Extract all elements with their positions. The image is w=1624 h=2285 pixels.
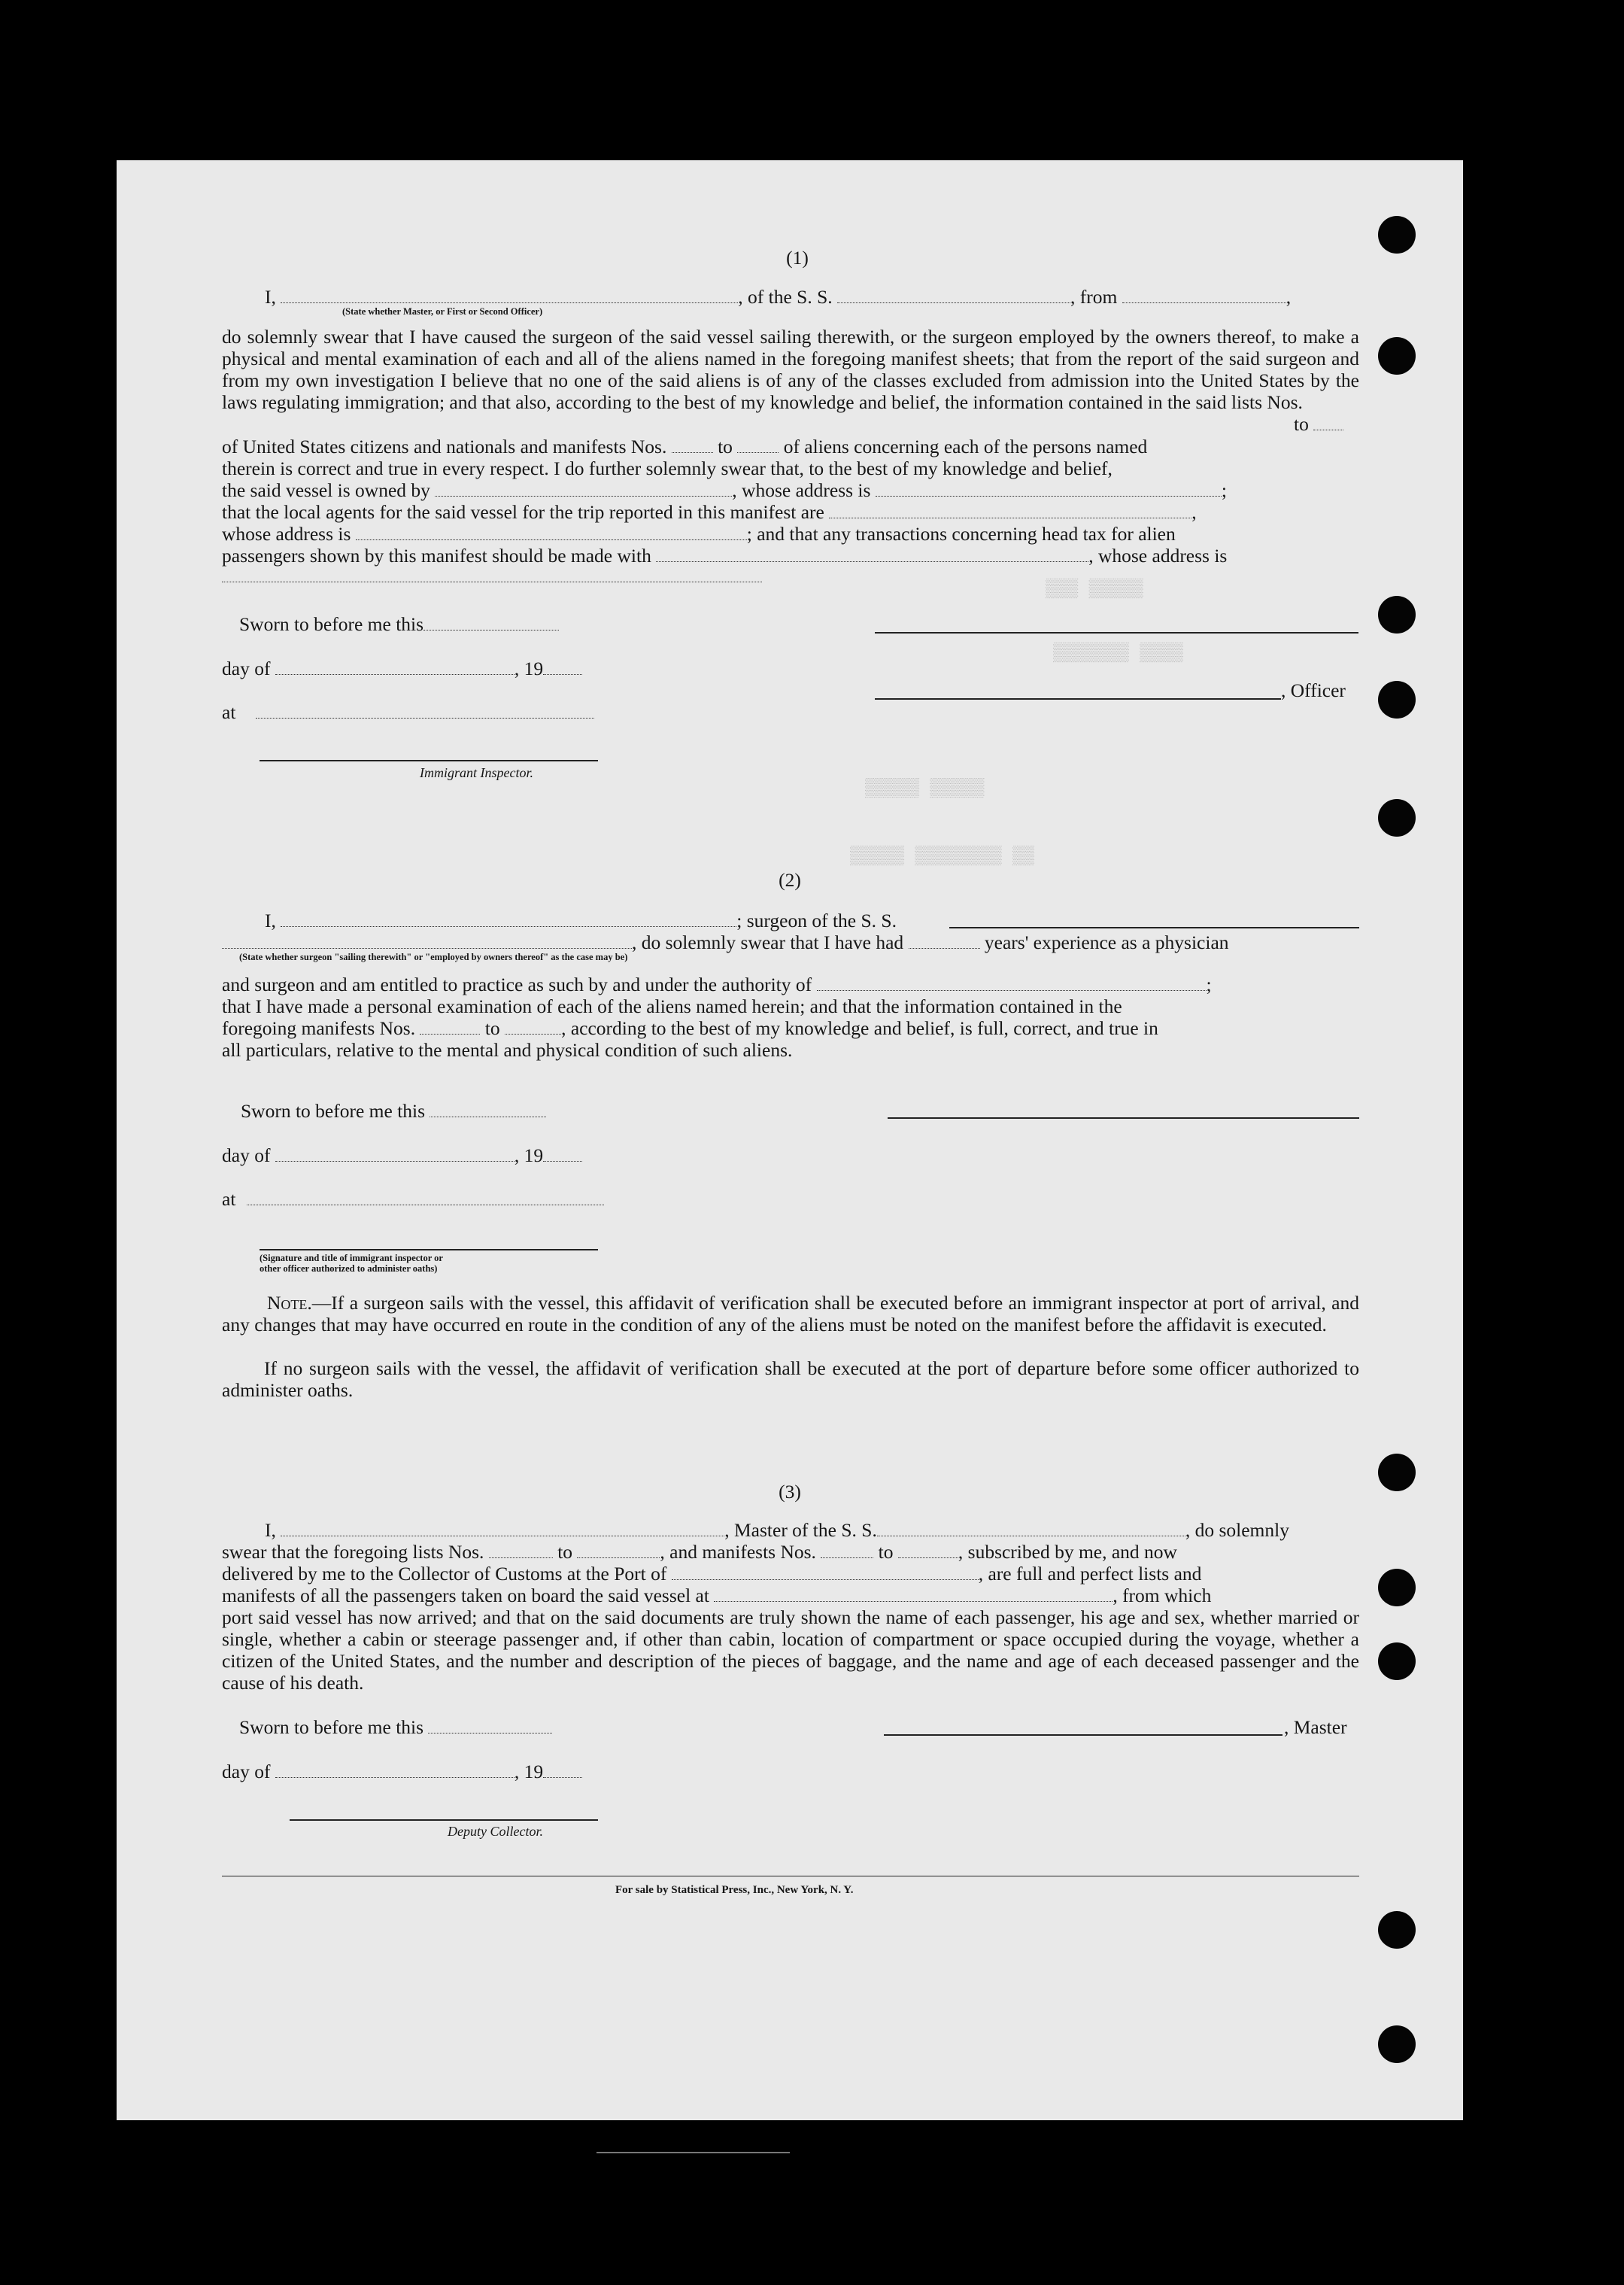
deputy-collector-label: Deputy Collector. (448, 1824, 543, 1839)
deputy-signature-line[interactable] (290, 1819, 598, 1821)
officer-signature-line-top[interactable] (875, 632, 1358, 634)
section-3-line-2: swear that the foregoing lists Nos. to , and manifests Nos. to , subscribed by me, and now (222, 1541, 1177, 1563)
agents-address-field[interactable] (356, 524, 747, 540)
owner-address-field[interactable] (876, 481, 1222, 497)
master-name-field[interactable] (281, 1521, 724, 1536)
officer-label: , Officer (1281, 679, 1346, 701)
day-of-line-3: day of , 19 (222, 1761, 582, 1782)
section-1-whose-line: whose address is ; and that any transactions concerning head tax for alien (222, 523, 1176, 545)
sworn-line-2: Sworn to before me this (241, 1100, 546, 1122)
immigrant-inspector-label: Immigrant Inspector. (420, 765, 533, 780)
signature-caption-1: (Signature and title of immigrant inspector or (260, 1253, 443, 1263)
sworn-date-field-1[interactable] (423, 615, 559, 631)
section-1-body: do solemnly swear that I have caused the surgeon of the said vessel sailing therewith, or the surgeon employed by the owners thereof, to make a physical and mental examination of each and all of the aliens named in the foregoing manifest sheets; that from the report of the said surgeon and from my own investigation I believe that no one of the said aliens is of any of the classes excluded from admission into the United States by the laws regulating immigration; and that also, according to the best of my knowledge and belief, the information contained in the said lists Nos. (222, 326, 1359, 413)
punch-hole (1378, 596, 1416, 634)
surgeon-status-field[interactable] (222, 933, 632, 949)
punch-hole (1378, 681, 1416, 719)
punch-hole (1378, 2025, 1416, 2063)
punch-hole (1378, 799, 1416, 837)
at-line-2: at (222, 1188, 604, 1210)
head-tax-address-field[interactable] (222, 567, 762, 582)
signature-caption-2: other officer authorized to administer oaths) (260, 1263, 438, 1274)
master-manifests-to-field[interactable] (898, 1542, 958, 1558)
footer-text: For sale by Statistical Press, Inc., New York, N. Y. (615, 1884, 854, 1896)
punch-hole (1378, 216, 1416, 254)
inspector-signature-line-2[interactable] (260, 1249, 598, 1250)
years-field[interactable] (909, 933, 980, 949)
at-field-2[interactable] (247, 1190, 604, 1205)
year-field-3[interactable] (543, 1762, 582, 1778)
section-2-examination-line: that I have made a personal examination of each of the aliens named herein; and that the information contained in the (222, 995, 1122, 1017)
at-line-1: at (222, 701, 594, 723)
section-1-owned-line: the said vessel is owned by , whose address is ; (222, 479, 1227, 501)
sworn-date-field-3[interactable] (428, 1718, 552, 1734)
punch-hole (1378, 1569, 1416, 1606)
surgeon-caption: (State whether surgeon "sailing therewith" or "employed by owners thereof" as the case may be) (239, 952, 628, 962)
surgeon-manifests-from-field[interactable] (420, 1019, 480, 1035)
surgeon-signature-line[interactable] (888, 1117, 1359, 1119)
bottom-tab-line (596, 2152, 790, 2153)
master-vessel-field[interactable] (877, 1521, 1185, 1536)
owner-field[interactable] (435, 481, 732, 497)
section-1-line-1: I, , of the S. S. , from , (265, 286, 1292, 308)
section-2-manifests-line: foregoing manifests Nos. to , according to the best of my knowledge and belief, is full, correct, and true in (222, 1017, 1158, 1039)
surgeon-manifests-to-field[interactable] (505, 1019, 561, 1035)
day-of-line-1: day of , 19 (222, 658, 582, 679)
punch-hole (1378, 1642, 1416, 1680)
section-3-line-1: I, , Master of the S. S. , do solemnly (265, 1519, 1289, 1541)
section-3-body: port said vessel has now arrived; and that on the said documents are truly shown the name of each passenger, his age and sex, whether married or single, whether a cabin or steerage passenger and, if other than cabin, location of compartment or space occupied during the voyage, whether a citizen of the United States, and the number and description of the pieces of baggage, and the name and age of each deceased passenger and the cause of his death. (222, 1606, 1359, 1694)
surgeon-vessel-line[interactable] (949, 927, 1359, 928)
section-1-agents-line: that the local agents for the said vessel for the trip reported in this manifest are , (222, 501, 1197, 523)
authority-field[interactable] (817, 975, 1207, 991)
inspector-signature-line-1[interactable] (260, 760, 598, 761)
manifests-from-field[interactable] (672, 437, 713, 453)
note-paragraph-2: If no surgeon sails with the vessel, the affidavit of verification shall be executed at the port of departure before some officer authorized to administer oaths. (222, 1357, 1359, 1401)
punch-hole (1378, 1454, 1416, 1491)
year-field-1[interactable] (543, 659, 582, 675)
master-lists-to-field[interactable] (577, 1542, 660, 1558)
section-3-number: (3) (779, 1481, 801, 1503)
section-3-line-4: manifests of all the passengers taken on board the said vessel at , from which (222, 1585, 1212, 1606)
bleed-through-mark: ▒▒▒▒▒ ▒▒▒▒▒▒▒▒ ▒▒ (850, 846, 1034, 867)
officer-caption: (State whether Master, or First or Second Officer) (342, 306, 543, 317)
customs-port-field[interactable] (672, 1564, 979, 1580)
agents-field[interactable] (829, 503, 1191, 518)
bleed-through-mark: ▒▒▒▒▒▒▒ ▒▒▒▒ (1053, 643, 1183, 664)
sworn-date-field-2[interactable] (430, 1101, 546, 1117)
master-manifests-from-field[interactable] (821, 1542, 873, 1558)
officer-signature-line[interactable] (875, 698, 1281, 700)
section-1-number: (1) (786, 247, 809, 269)
master-signature-line[interactable] (884, 1734, 1283, 1736)
note-paragraph: Note.—If a surgeon sails with the vessel, this affidavit of verification shall be executed before an immigrant inspector at port of arrival, and any changes that may have occurred en route in the condition of any of the aliens must be noted on the manifest before the affidavit is executed. (222, 1292, 1359, 1335)
section-1-passengers-line: passengers shown by this manifest should be made with , whose address is (222, 545, 1228, 567)
boarding-port-field[interactable] (714, 1586, 1113, 1602)
year-field-2[interactable] (543, 1146, 582, 1162)
punch-hole (1378, 1911, 1416, 1949)
section-2-particulars-line: all particulars, relative to the mental and physical condition of such aliens. (222, 1039, 793, 1061)
head-tax-party-field[interactable] (656, 546, 1088, 562)
month-field-1[interactable] (275, 659, 515, 675)
section-2-line-1: I, ; surgeon of the S. S. (265, 910, 897, 931)
officer-field[interactable] (281, 287, 738, 303)
sworn-line-1: Sworn to before me this (239, 613, 559, 635)
sworn-line-3: Sworn to before me this (239, 1716, 552, 1738)
month-field-3[interactable] (275, 1762, 515, 1778)
port-from-field[interactable] (1122, 287, 1286, 303)
section-2-line-2: , do solemnly swear that I have had years' experience as a physician (222, 931, 1359, 953)
master-lists-from-field[interactable] (489, 1542, 553, 1558)
surgeon-name-field[interactable] (281, 911, 736, 927)
month-field-2[interactable] (275, 1146, 515, 1162)
master-label: , Master (1284, 1716, 1347, 1738)
punch-hole (1378, 337, 1416, 375)
vessel-field[interactable] (837, 287, 1070, 303)
section-3-line-3: delivered by me to the Collector of Customs at the Port of , are full and perfect lists and (222, 1563, 1202, 1585)
section-1-citizens-line: of United States citizens and nationals and manifests Nos. to of aliens concerning each of the persons named (222, 436, 1148, 457)
section-2-authority-line: and surgeon and am entitled to practice as such by and under the authority of ; (222, 974, 1212, 995)
section-1-correct-line: therein is correct and true in every respect. I do further solemnly swear that, to the best of my knowledge and belief, (222, 457, 1113, 479)
at-field-1[interactable] (256, 703, 594, 719)
lists-to-field: to (1294, 413, 1343, 435)
day-of-line-2: day of , 19 (222, 1144, 582, 1166)
lists-to-number-field[interactable] (1313, 415, 1343, 430)
manifests-to-field[interactable] (737, 437, 779, 453)
section-2-number: (2) (779, 869, 801, 891)
bleed-through-mark: ▒▒▒▒▒ ▒▒▒▒▒ (865, 779, 985, 799)
bleed-through-mark: ▒▒▒ ▒▒▒▒▒ (1046, 579, 1143, 600)
